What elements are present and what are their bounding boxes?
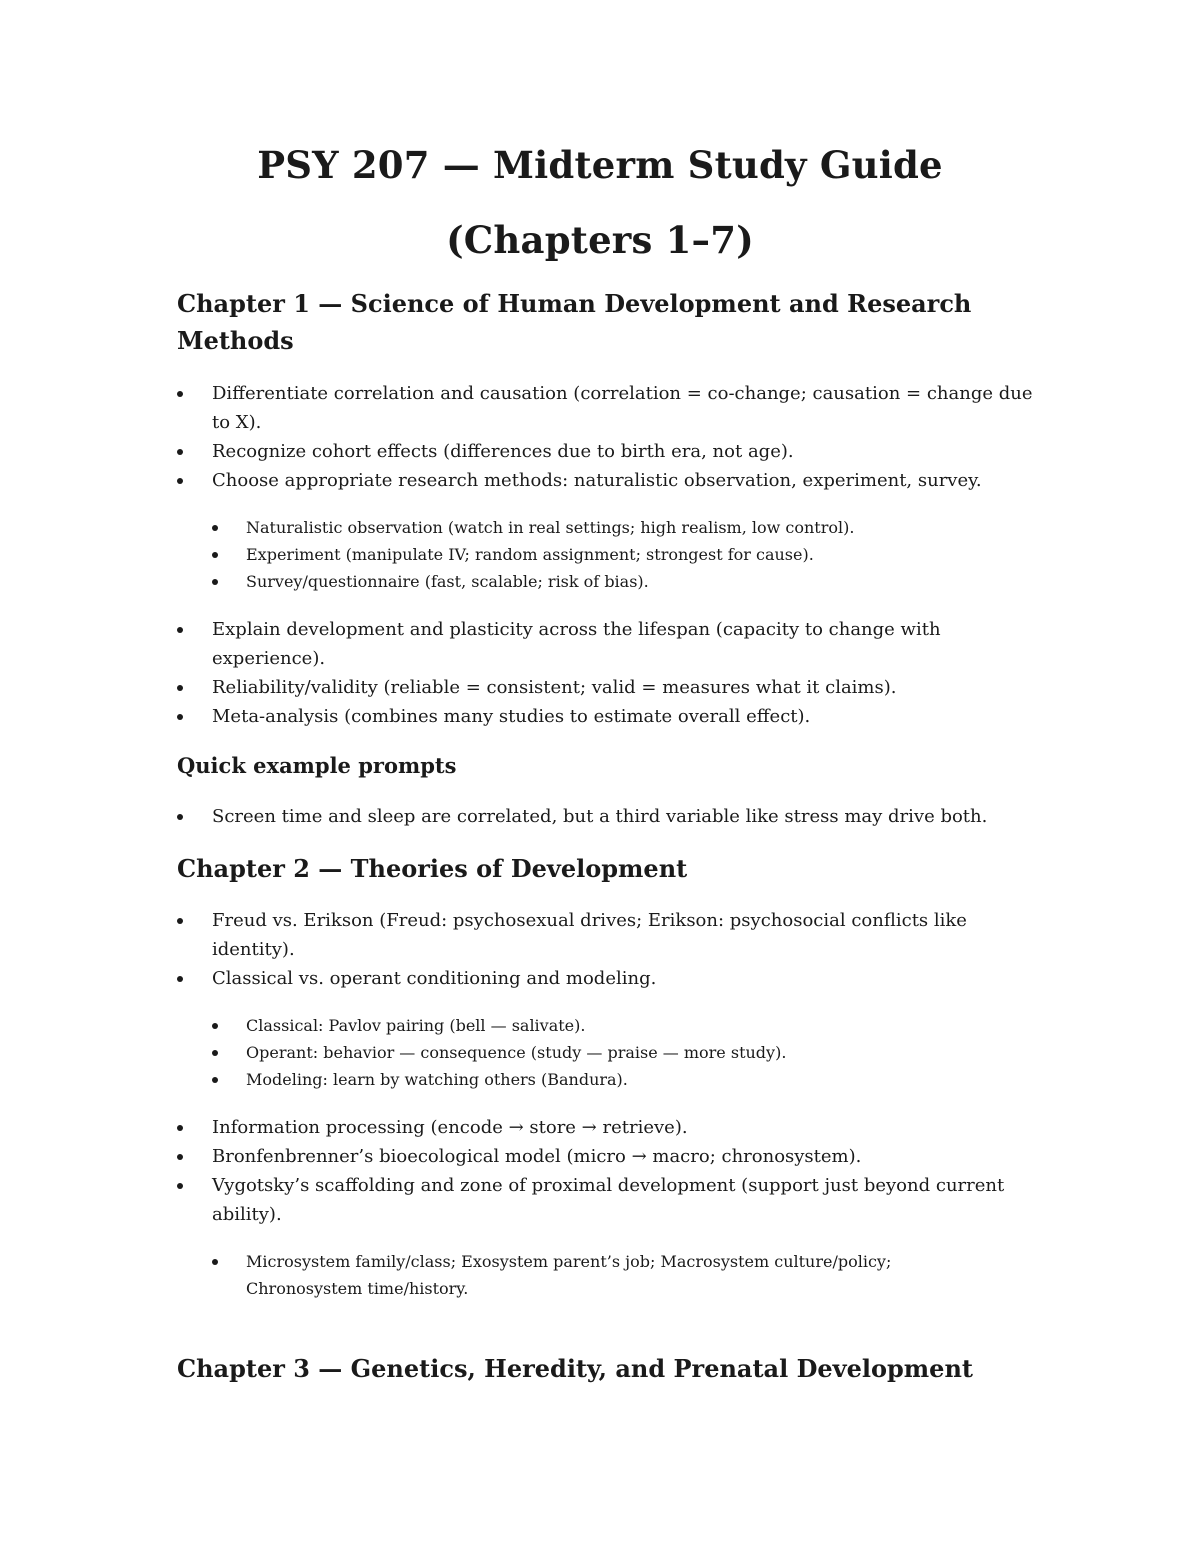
chapter2-bullet-list [177, 906, 1037, 993]
list-item: Freud vs. Erikson (Freud: psychosexual drives; Erikson: psychosocial conflicts like identity). [177, 906, 1037, 964]
list-item: Reliability/validity (reliable = consistent; valid = measures what it claims). [177, 673, 1037, 702]
list-item: Experiment (manipulate IV; random assignment; strongest for cause). [212, 541, 1012, 568]
chapter2-systems-sublist [212, 1248, 1012, 1302]
chapter2-bullet-list-2 [177, 1113, 1037, 1229]
prompts-heading: Quick example prompts [177, 753, 457, 778]
chapter3-heading: Chapter 3 — Genetics, Heredity, and Prenatal Development [177, 1354, 973, 1383]
list-item: Microsystem family/class; Exosystem parent’s job; Macrosystem culture/policy; Chronosystem time/history. [212, 1248, 1012, 1302]
list-item: Survey/questionnaire (fast, scalable; risk of bias). [212, 568, 1012, 595]
chapter1-bullet-list [177, 379, 1037, 495]
list-item: Recognize cohort effects (differences due to birth era, not age). [177, 437, 1037, 466]
list-item: Operant: behavior — consequence (study — praise — more study). [212, 1039, 1012, 1066]
chapter1-heading: Chapter 1 — Science of Human Development and Research Methods [177, 289, 972, 355]
list-item: Choose appropriate research methods: naturalistic observation, experiment, survey. [177, 466, 1037, 495]
chapter2-conditioning-sublist [212, 1012, 1012, 1093]
prompts-list [177, 802, 1037, 831]
list-item: Vygotsky’s scaffolding and zone of proximal development (support just beyond current ability). [177, 1171, 1037, 1229]
list-item: Differentiate correlation and causation (correlation = co-change; causation = change due to X). [177, 379, 1037, 437]
list-item: Naturalistic observation (watch in real settings; high realism, low control). [212, 514, 1012, 541]
chapter1-bullet-list-2 [177, 615, 1037, 731]
list-item: Bronfenbrenner’s bioecological model (micro → macro; chronosystem). [177, 1142, 1037, 1171]
list-item: Classical vs. operant conditioning and modeling. [177, 964, 1037, 993]
list-item: Screen time and sleep are correlated, but a third variable like stress may drive both. [177, 802, 1037, 831]
list-item: Modeling: learn by watching others (Bandura). [212, 1066, 1012, 1093]
chapter2-heading: Chapter 2 — Theories of Development [177, 854, 688, 883]
list-item: Information processing (encode → store → retrieve). [177, 1113, 1037, 1142]
list-item: Meta-analysis (combines many studies to estimate overall effect). [177, 702, 1037, 731]
document-title: PSY 207 — Midterm Study Guide [257, 143, 943, 187]
list-item: Explain development and plasticity across the lifespan (capacity to change with experience). [177, 615, 1037, 673]
document-subtitle: (Chapters 1–7) [446, 218, 754, 262]
chapter1-methods-sublist [212, 514, 1012, 595]
list-item: Classical: Pavlov pairing (bell — salivate). [212, 1012, 1012, 1039]
